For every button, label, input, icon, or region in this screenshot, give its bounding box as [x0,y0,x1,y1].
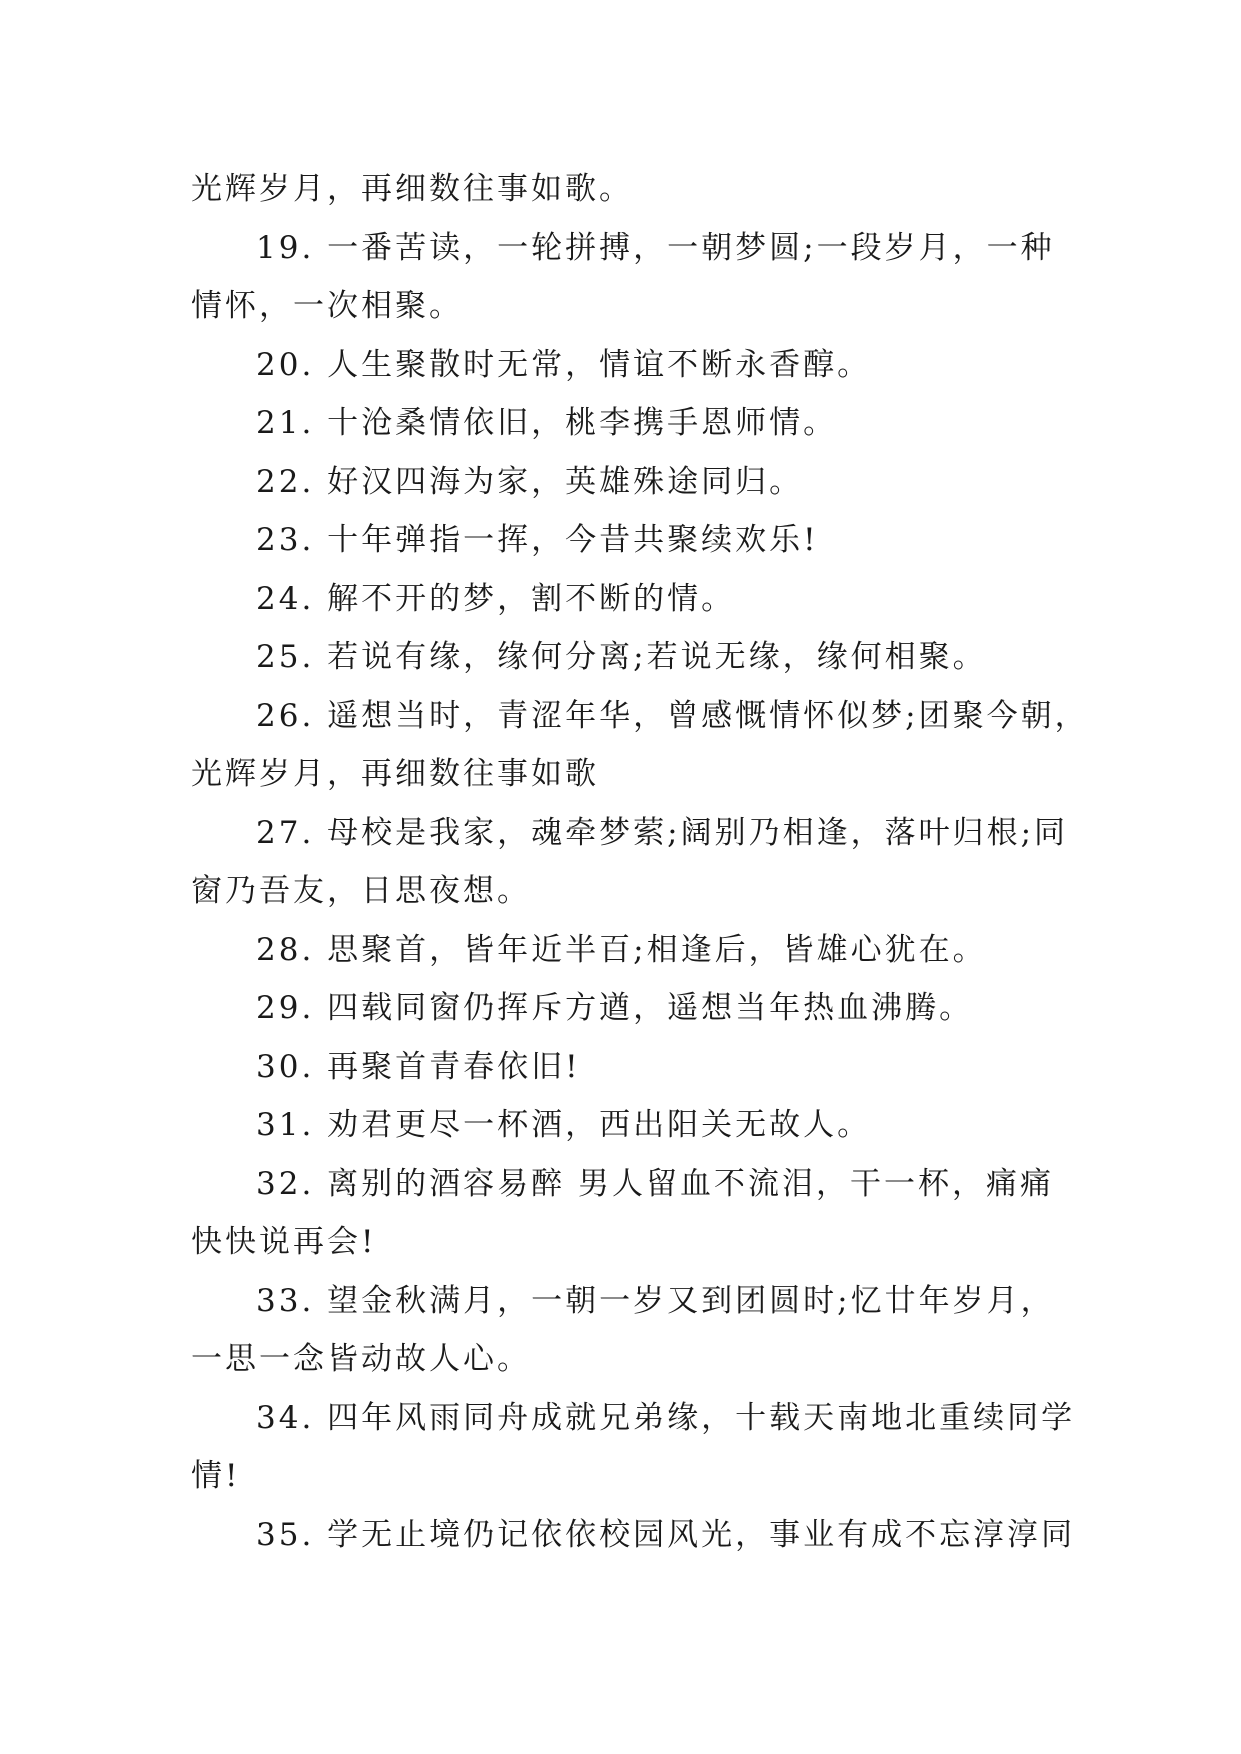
text-line: 30. 再聚首青春依旧! [256,1048,581,1085]
text-line: 光辉岁月，再细数往事如歌。 [191,171,633,207]
text-line: 光辉岁月，再细数往事如歌 [191,756,599,792]
text-line: 情怀，一次相聚。 [191,288,463,324]
text-line: 28. 思聚首，皆年近半百;相逢后，皆雄心犹在。 [256,931,987,968]
text-line: 26. 遥想当时，青涩年华，曾感慨情怀似梦;团聚今朝， [256,697,1089,734]
text-line: 32. 离别的酒容易醉 男人留血不流泪，干一杯，痛痛 [256,1165,1055,1202]
text-line: 24. 解不开的梦，割不断的情。 [256,580,736,617]
document-body [191,160,1089,1564]
text-line: 情! [191,1458,241,1494]
text-line: 34. 四年风雨同舟成就兄弟缘，十载天南地北重续同学 [256,1399,1076,1436]
text-line: 29. 四载同窗仍挥斥方遒，遥想当年热血沸腾。 [256,990,974,1026]
text-line: 19. 一番苦读，一轮拼搏，一朝梦圆;一段岁月，一种 [256,229,1055,266]
text-line: 20. 人生聚散时无常，情谊不断永香醇。 [256,346,872,383]
text-line: 25. 若说有缘，缘何分离;若说无缘，缘何相聚。 [256,639,987,675]
text-line: 33. 望金秋满月，一朝一岁又到团圆时;忆廿年岁月， [256,1282,1055,1319]
text-line: 快快说再会! [191,1224,377,1260]
text-line: 23. 十年弹指一挥，今昔共聚续欢乐! [256,522,819,558]
text-line: 一思一念皆动故人心。 [191,1341,531,1377]
text-line: 35. 学无止境仍记依依校园风光，事业有成不忘淳淳同 [256,1516,1076,1553]
text-line: 窗乃吾友，日思夜想。 [191,873,531,909]
text-line: 31. 劝君更尽一杯酒，西出阳关无故人。 [256,1107,872,1143]
text-line: 27. 母校是我家，魂牵梦萦;阔别乃相逢，落叶归根;同 [256,814,1069,851]
text-line: 22. 好汉四海为家，英雄殊途同归。 [256,463,804,500]
text-line: 21. 十沧桑情依旧，桃李携手恩师情。 [256,405,838,441]
